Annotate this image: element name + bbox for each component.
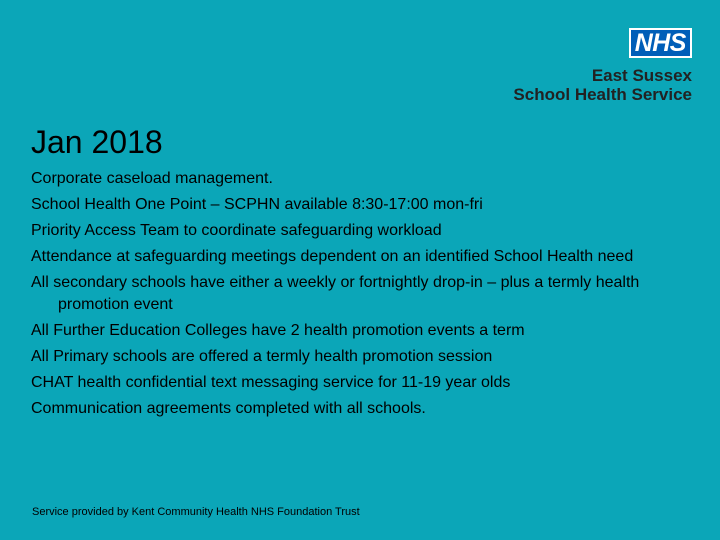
nhs-logo-mark: NHS — [629, 28, 692, 58]
bullet-item: Priority Access Team to coordinate safeguarding workload — [31, 222, 442, 239]
bullet-item: All Primary schools are offered a termly health promotion session — [31, 348, 493, 365]
org-name-line2: School Health Service — [513, 85, 692, 104]
bullet-item: CHAT health confidential text messaging service for 11-19 year olds — [31, 374, 511, 391]
bullet-item: Communication agreements completed with all schools. — [31, 400, 426, 417]
bullet-item: All Further Education Colleges have 2 health promotion events a term — [31, 322, 525, 339]
bullet-list — [31, 168, 681, 424]
footer-note: Service provided by Kent Community Health NHS Foundation Trust — [32, 506, 360, 518]
slide-title: Jan 2018 — [31, 124, 163, 160]
bullet-item: Corporate caseload management. — [31, 170, 273, 187]
bullet-item: Attendance at safeguarding meetings dependent on an identified School Health need — [31, 248, 634, 265]
bullet-item: School Health One Point – SCPHN available 8:30-17:00 mon-fri — [31, 196, 483, 213]
org-name-line1: East Sussex — [591, 66, 692, 85]
nhs-logo — [513, 28, 692, 104]
bullet-item: All secondary schools have either a weekly or fortnightly drop-in – plus a termly health promotion event — [31, 274, 640, 313]
